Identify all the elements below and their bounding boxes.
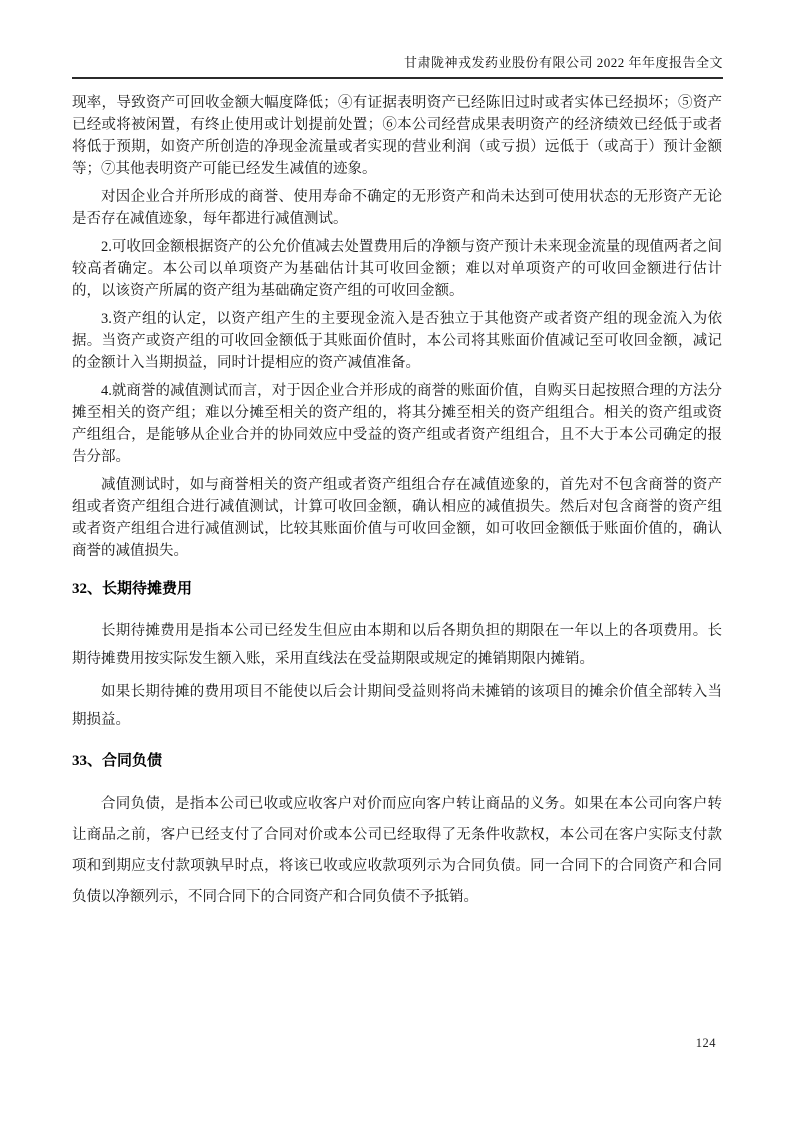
- paragraph-asset-group: 3.资产组的认定，以资产组产生的主要现金流入是否独立于其他资产或者资产组的现金流入为依据。当资产或资产组的可收回金额低于其账面价值时，本公司将其账面价值减记至可收回金额，减记的金额计入当期损益，同时计提相应的资产减值准备。: [72, 311, 722, 371]
- paragraph-continuation: 现率，导致资产可回收金额大幅度降低；④有证据表明资产已经陈旧过时或者实体已经损坏；⑤资产已经或将被闲置，有终止使用或计划提前处置；⑥本公司经营成果表明资产的经济绩效已经低于或者将低于预期，如资产所创造的净现金流量或者实现的营业利润（或亏损）远低于（或高于）预计金额等；⑦其他表明资产可能已经发生减值的迹象。: [72, 95, 722, 177]
- section-heading-32: 32、长期待摊费用: [72, 581, 193, 597]
- paragraph-deferred-expenses-writeoff: 如果长期待摊的费用项目不能使以后会计期间受益则将尚未摊销的该项目的摊余价值全部转入当期损益。: [72, 684, 722, 728]
- paragraph-goodwill-allocation: 4.就商誉的减值测试而言，对于因企业合并形成的商誉的账面价值，自购买日起按照合理的方法分摊至相关的资产组；难以分摊至相关的资产组的，将其分摊至相关的资产组组合。相关的资产组或资产组组合，是能够从企业合并的协同效应中受益的资产组或者资产组组合，且不大于本公司确定的报告分部。: [72, 383, 722, 465]
- paragraph-impairment-procedure: 减值测试时，如与商誉相关的资产组或者资产组组合存在减值迹象的，首先对不包含商誉的资产组或者资产组组合进行减值测试，计算可收回金额，确认相应的减值损失。然后对包含商誉的资产组或者资产组组合进行减值测试，比较其账面价值与可收回金额，如可收回金额低于账面价值的，确认商誉的减值损失。: [72, 477, 722, 559]
- document-body: [72, 92, 722, 918]
- section-contract-liabilities: [72, 749, 722, 913]
- page-header: [72, 52, 723, 79]
- section-long-term-deferred-expenses: [72, 577, 722, 734]
- header-divider: [72, 77, 723, 79]
- section-heading-33: 33、合同负债: [72, 753, 163, 769]
- paragraph-goodwill-test: 对因企业合并所形成的商誉、使用寿命不确定的无形资产和尚未达到可使用状态的无形资产无论是否存在减值迹象，每年都进行减值测试。: [72, 189, 722, 227]
- page-number: 124: [695, 1036, 716, 1050]
- report-header-title: 甘肃陇神戎发药业股份有限公司 2022 年年度报告全文: [403, 55, 723, 70]
- paragraph-contract-liabilities-definition: 合同负债，是指本公司已收或应收客户对价而应向客户转让商品的义务。如果在本公司向客户转让商品之前，客户已经支付了合同对价或本公司已经取得了无条件收款权，本公司在客户实际支付款项和到期应支付款项孰早时点，将该已收或应收款项列示为合同负债。同一合同下的合同资产和合同负债以净额列示，不同合同下的合同资产和合同负债不予抵销。: [72, 796, 722, 905]
- paragraph-deferred-expenses-definition: 长期待摊费用是指本公司已经发生但应由本期和以后各期负担的期限在一年以上的各项费用。长期待摊费用按实际发生额入账，采用直线法在受益期限或规定的摊销期限内摊销。: [72, 623, 722, 667]
- paragraph-recoverable-amount: 2.可收回金额根据资产的公允价值减去处置费用后的净额与资产预计未来现金流量的现值两者之间较高者确定。本公司以单项资产为基础估计其可收回金额；难以对单项资产的可收回金额进行估计的，以该资产所属的资产组为基础确定资产组的可收回金额。: [72, 239, 722, 299]
